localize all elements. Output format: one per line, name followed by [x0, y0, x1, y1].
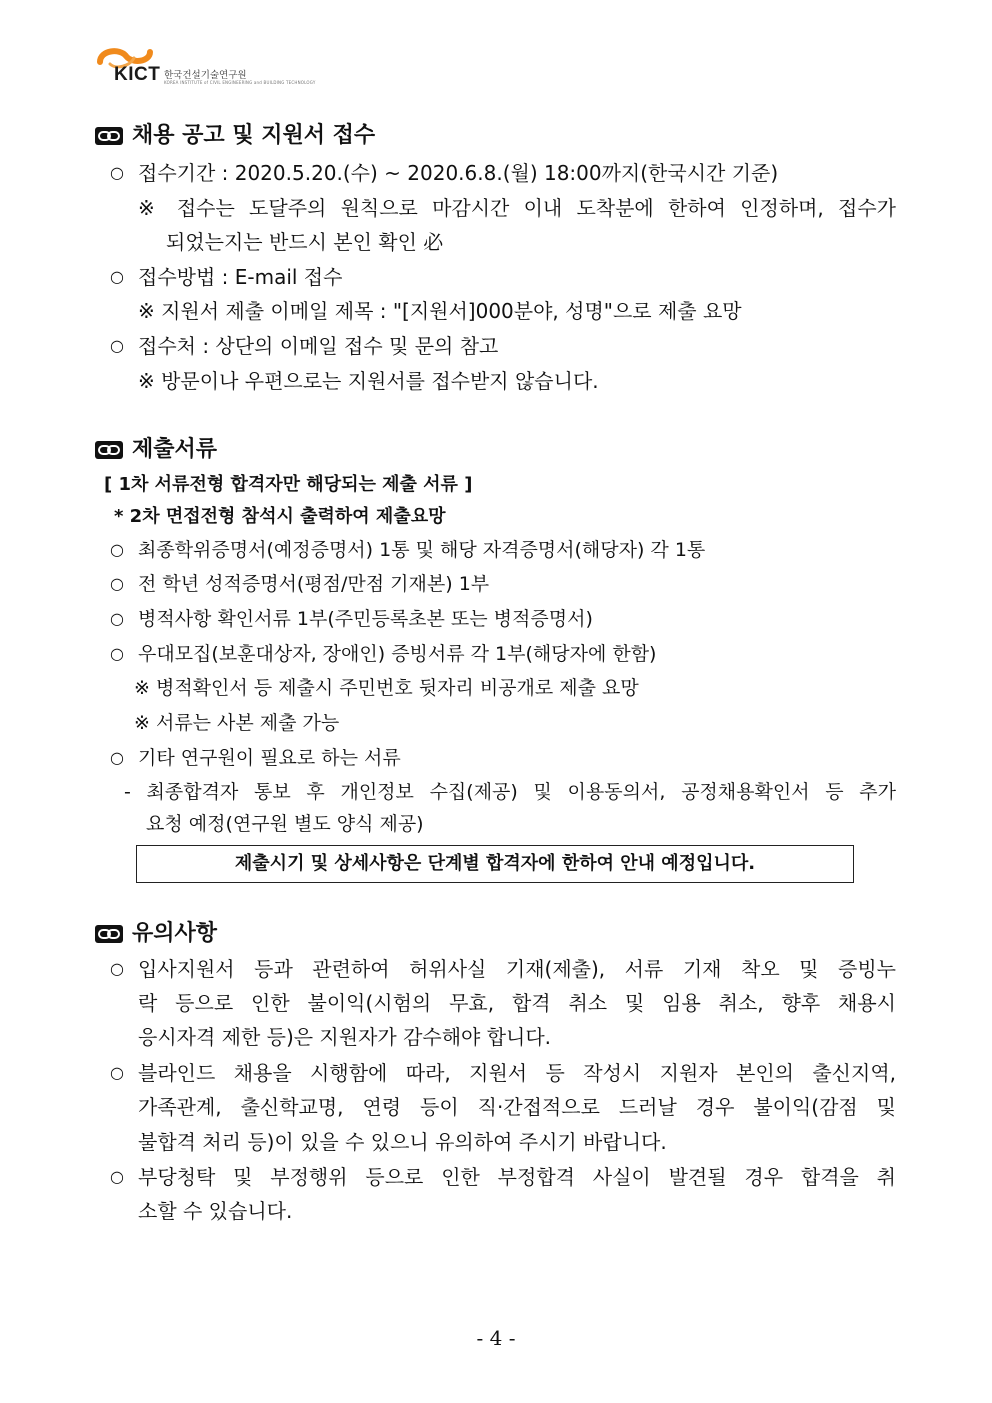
bullet-circle: ○ [110, 748, 124, 767]
note-line: 요청 예정(연구원 별도 양식 제공) [146, 813, 424, 835]
list-item-text: 접수기간 : 2020.5.20.(수) ~ 2020.6.8.(월) 18:00까지(한국시간 기준) [138, 161, 779, 185]
bullet-circle: ○ [110, 1167, 124, 1186]
paragraph-line: 소할 수 있습니다. [138, 1199, 293, 1223]
note-line: ※ 지원서 제출 이메일 제목 : "[지원서]000분야, 성명"으로 제출 요망 [138, 299, 742, 323]
paragraph-line: 불합격 처리 등)이 있을 수 있으니 유의하여 주시기 바랍니다. [138, 1130, 667, 1154]
note-line: ※ 접수는 도달주의 원칙으로 마감시간 이내 도착분에 한하여 인정하며, 접수가 [138, 196, 896, 220]
logo-english-name: KOREA INSTITUTE of CIVIL ENGINEERING and BUILDING TECHNOLOGY [164, 80, 316, 85]
list-item [110, 956, 896, 982]
list-item-text: 병적사항 확인서류 1부(주민등록초본 또는 병적증명서) [138, 608, 593, 630]
list-item-text: 우대모집(보훈대상자, 장애인) 증빙서류 각 1부(해당자에 한함) [138, 643, 657, 665]
list-item [110, 333, 900, 359]
section-title-application [94, 122, 494, 150]
bullet-circle: ○ [110, 609, 124, 628]
kict-logo [96, 44, 316, 85]
section-title-precautions [94, 920, 394, 948]
notice-box: 제출시기 및 상세사항은 단계별 합격자에 한하여 안내 예정입니다. [136, 845, 854, 883]
list-item-text: 입사지원서 등과 관련하여 허위사실 기재(제출), 서류 기재 착오 및 증빙누 [138, 957, 896, 981]
list-item [110, 745, 900, 771]
paragraph-line: 락 등으로 인한 불이익(시험의 무효, 합격 취소 및 임용 취소, 향후 채용시 [138, 991, 896, 1015]
section-title-text: 채용 공고 및 지원서 접수 [132, 123, 376, 148]
list-item-text: 기타 연구원이 필요로 하는 서류 [138, 747, 401, 769]
note-line: ※ 방문이나 우편으로는 지원서를 접수받지 않습니다. [138, 369, 599, 393]
list-item [110, 1164, 896, 1190]
section-title-text: 유의사항 [132, 921, 218, 946]
section-title-text: 제출서류 [132, 437, 218, 462]
list-item-text: 부당청탁 및 부정행위 등으로 인한 부정합격 사실이 발견될 경우 합격을 취 [138, 1165, 896, 1189]
section-subnote: * 2차 면접전형 참석시 출력하여 제출요망 [114, 506, 446, 527]
list-item [110, 571, 900, 597]
list-item [110, 1060, 896, 1086]
note-line: - 최종합격자 통보 후 개인정보 수집(제공) 및 이용동의서, 공정채용확인서 등 추가 [124, 781, 896, 803]
bullet-circle: ○ [110, 267, 124, 286]
bullet-circle: ○ [110, 574, 124, 593]
section-subtitle: [ 1차 서류전형 합격자만 해당되는 제출 서류 ] [104, 474, 473, 495]
bullet-circle: ○ [110, 336, 124, 355]
note-line: ※ 병적확인서 등 제출시 주민번호 뒷자리 비공개로 제출 요망 [134, 677, 639, 699]
note-line: 되었는지는 반드시 본인 확인 必 [166, 230, 444, 254]
page-number: - 4 - [476, 1326, 516, 1350]
logo-wordmark: KICT [114, 64, 161, 85]
list-item [110, 641, 900, 667]
note-line: ※ 서류는 사본 제출 가능 [134, 712, 340, 734]
paragraph-line: 응시자격 제한 등)은 지원자가 감수해야 합니다. [138, 1025, 552, 1049]
bullet-circle: ○ [110, 163, 124, 182]
list-item-text: 접수방법 : E-mail 접수 [138, 265, 343, 289]
list-item-text: 전 학년 성적증명서(평점/만점 기재본) 1부 [138, 573, 490, 595]
list-item [110, 160, 900, 186]
list-item-text: 블라인드 채용을 시행함에 따라, 지원서 등 작성시 지원자 본인의 출신지역, [138, 1061, 896, 1085]
list-item [110, 537, 900, 563]
list-item-text: 최종학위증명서(예정증명서) 1통 및 해당 자격증명서(해당자) 각 1통 [138, 539, 706, 561]
list-item-text: 접수처 : 상단의 이메일 접수 및 문의 참고 [138, 334, 499, 358]
bullet-circle: ○ [110, 1063, 124, 1082]
list-item [110, 606, 900, 632]
bullet-circle: ○ [110, 644, 124, 663]
bullet-circle: ○ [110, 540, 124, 559]
section-title-documents [94, 436, 394, 464]
bullet-circle: ○ [110, 959, 124, 978]
chain-link-icon [94, 126, 124, 146]
list-item [110, 264, 900, 290]
chain-link-icon [94, 440, 124, 460]
chain-link-icon [94, 924, 124, 944]
paragraph-line: 가족관계, 출신학교명, 연령 등이 직·간접적으로 드러날 경우 불이익(감점 및 [138, 1095, 896, 1119]
logo-korean-name: 한국건설기술연구원 [164, 70, 247, 81]
